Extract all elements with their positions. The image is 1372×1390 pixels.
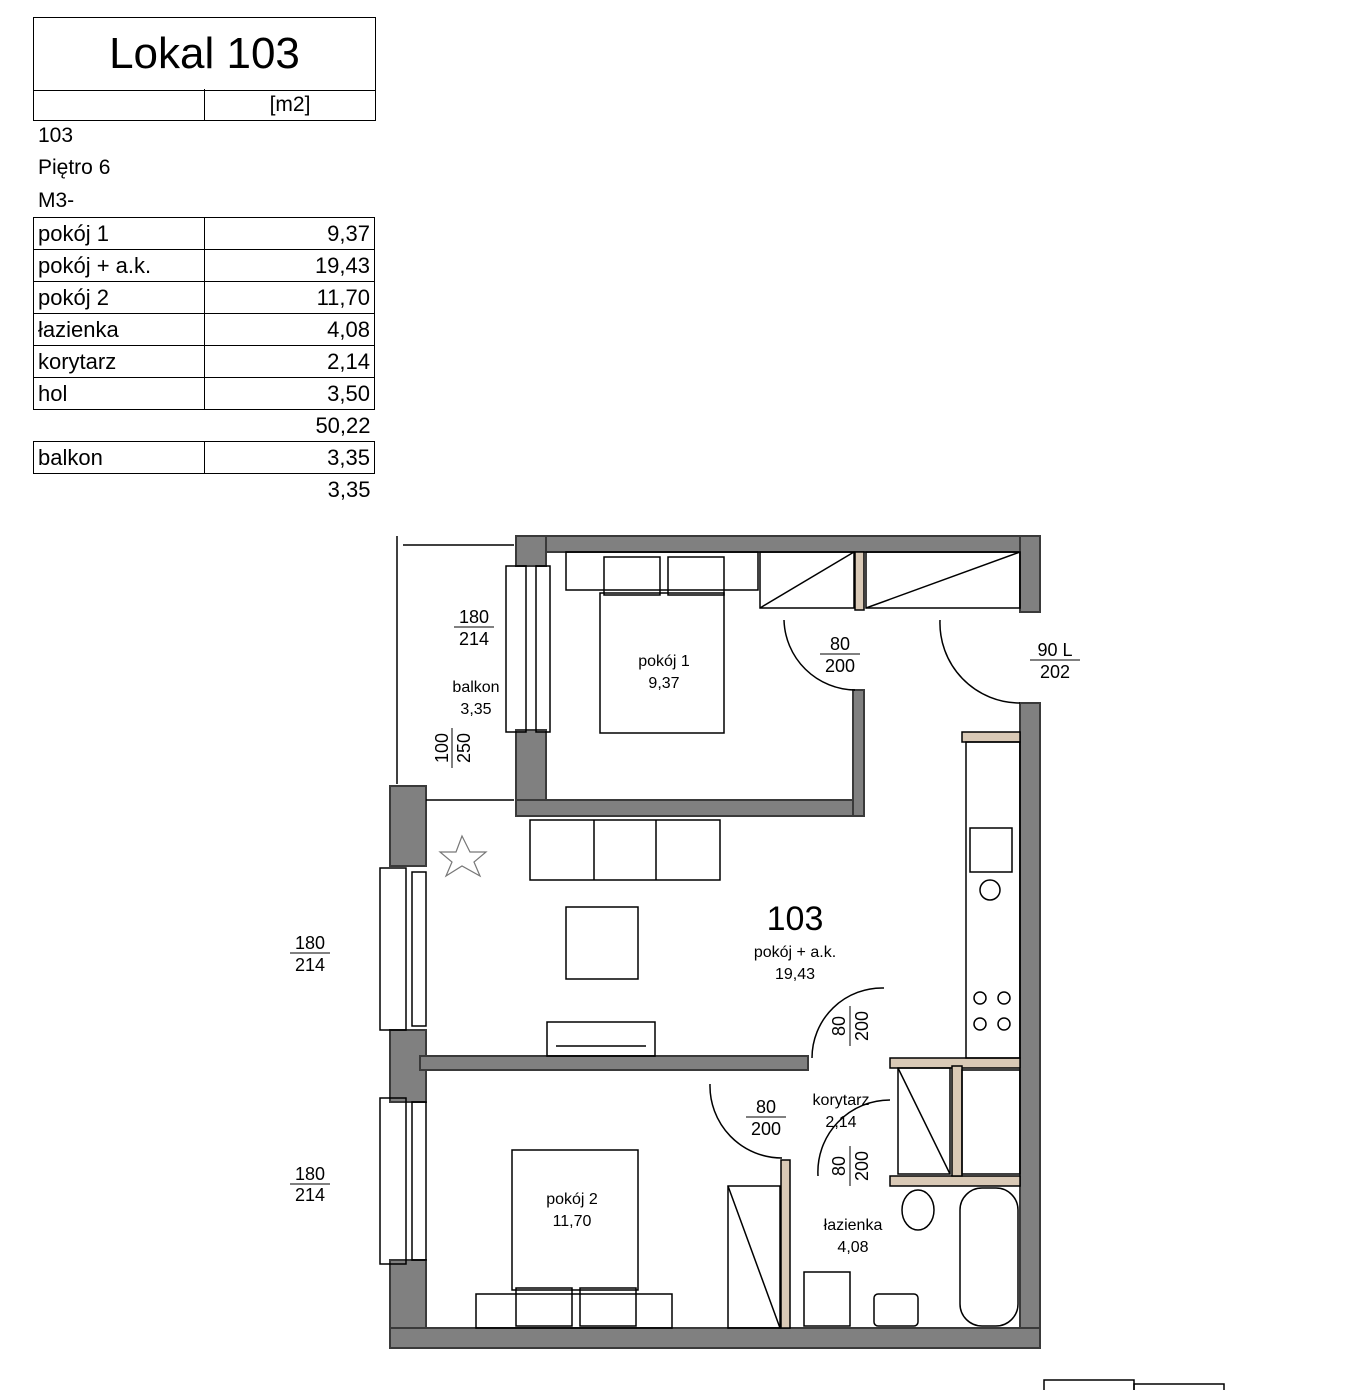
room1-area: 9,37 [648,675,680,692]
room-name: łazienka [34,314,205,346]
stove-burner-icon [998,992,1010,1004]
room2-label: pokój 2 [546,1191,598,1208]
balcony-window-height: 214 [458,629,490,649]
washing-machine-icon [804,1272,850,1326]
headboard [476,1294,672,1328]
wardrobe-diagonal [866,552,1020,608]
bath-door-height: 200 [852,1150,872,1182]
floor-label: Piętro 6 [38,156,111,179]
plant-icon [440,836,486,876]
living-door-height: 200 [852,1010,872,1042]
toilet-icon [902,1190,934,1230]
living-window-height: 214 [294,955,326,975]
room-area: 2,14 [205,346,375,378]
bathtub-icon [960,1188,1018,1326]
living-door-width: 80 [829,1015,849,1037]
bath-door-width: 80 [829,1155,849,1177]
living-window-sash [412,872,426,1026]
partition-bath-top [890,1176,1020,1186]
outdoor-total: 3,35 [327,476,371,502]
room2-window [380,1098,406,1264]
room2-door-height: 200 [750,1119,782,1139]
headboard [566,552,758,590]
wall-bottom [390,1328,1040,1348]
balcony-window-width: 180 [458,607,490,627]
balcony-label: balkon [452,679,500,696]
wardrobe-diagonal [760,552,854,608]
area-unit-label: [m2] [269,92,311,116]
entry-door-height: 202 [1039,662,1071,682]
outdoor-name: balkon [34,442,205,474]
balcony-door-frame [506,566,526,732]
wardrobe-diagonal [728,1186,780,1328]
partition-wardrobe [855,552,864,610]
room-area: 11,70 [205,282,375,314]
furniture [476,552,1020,1328]
wall-corner [516,536,546,566]
living-label: pokój + a.k. [753,944,837,961]
rooms-total: 50,22 [315,412,371,438]
tap-icon [980,880,1000,900]
wall-room1-bottom [516,800,864,816]
room-name: hol [34,378,205,410]
coffee-table [566,907,638,979]
room2-door-width: 80 [755,1097,777,1117]
balcony-area: 3,35 [460,701,492,718]
room-area: 3,50 [205,378,375,410]
wall-right-lower [1020,703,1040,1348]
corridor-label: korytarz [812,1092,870,1109]
stove-burner-icon [974,992,986,1004]
balcony-door-height: 250 [454,732,474,764]
bath-area: 4,08 [837,1239,869,1256]
room2-window-sash [412,1102,426,1260]
outdoor-area: 3,35 [205,442,375,474]
room-name: pokój 1 [34,218,205,250]
wall-top [516,536,1024,552]
room2-area: 11,70 [552,1213,592,1230]
utility-closet [962,1070,1020,1174]
stove-burner-icon [974,1018,986,1030]
room-name: pokój + a.k. [34,250,205,282]
room2-window-height: 214 [294,1185,326,1205]
plant-icon [440,836,486,876]
corridor-area: 2,14 [825,1114,857,1131]
wall-room2-top [420,1056,808,1070]
sheet-frame [1134,1384,1224,1390]
balcony-door-leaf [536,566,550,732]
partition-kitchen-top [962,732,1020,742]
exterior-walls [390,536,1040,1348]
unit-title: Lokal 103 [33,17,376,91]
room1-door-height: 200 [824,656,856,676]
living-window [380,868,406,1030]
frame-corner [1044,1380,1224,1390]
room1-door-arc [784,620,855,690]
living-area: 19,43 [774,966,816,983]
partitions [781,552,1020,1328]
stove-burner-icon [998,1018,1010,1030]
unit-type: M3- [38,189,75,212]
room-name: korytarz [34,346,205,378]
sink-icon [970,828,1012,872]
wall-room1-right [853,690,864,816]
unit-number: 103 [38,124,74,147]
room1-door-width: 80 [829,634,851,654]
bath-label: łazienka [823,1217,883,1234]
wall-right-upper [1020,536,1040,612]
room-area: 9,37 [205,218,375,250]
room-name: pokój 2 [34,282,205,314]
room-area: 4,08 [205,314,375,346]
washbasin-icon [874,1294,918,1326]
room2-window-width: 180 [294,1164,326,1184]
room1-label: pokój 1 [638,653,690,670]
partition-closet [952,1066,962,1176]
unit-number-label: 103 [766,900,824,938]
closet-diagonal [898,1068,950,1174]
wall-left-pier-1 [390,786,426,866]
sheet-frame [1044,1380,1134,1390]
tv-cabinet [547,1022,655,1056]
sofa [530,820,720,880]
living-window-width: 180 [294,933,326,953]
entry-door-width: 90 L [1037,640,1073,660]
entry-door-arc [940,620,1020,703]
balcony-door-width: 100 [432,732,452,764]
room-area: 19,43 [205,250,375,282]
partition-bath-left [781,1160,790,1328]
